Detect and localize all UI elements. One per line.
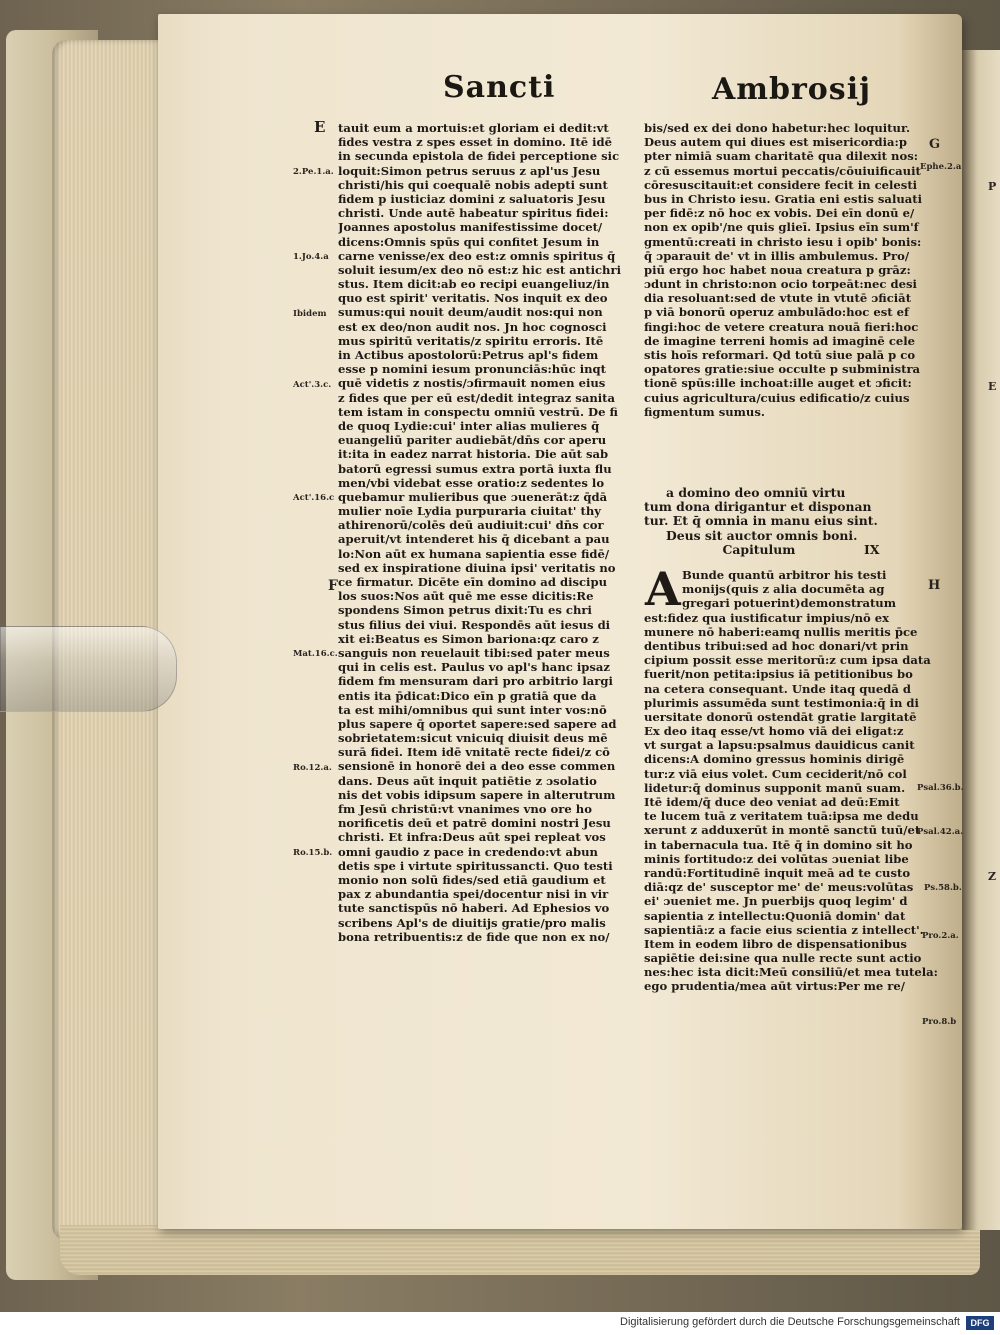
text-line: randū:Fortitudinē inquit meā ad te custo (644, 865, 911, 880)
margin-note: Ephe.2.a (920, 162, 962, 172)
text-line: opatores gratie:siue occulte p subministra (644, 362, 921, 377)
text-line: xerunt z adduxerūt in montē sanctū tuū/et (644, 823, 921, 838)
text-line: vt surgat a lapsu:psalmus dauidicus canit (644, 738, 915, 753)
margin-note: Act'.3.c. (293, 379, 332, 390)
text-line: aperuit/vt intenderet his q̄ dicebant a pau (338, 532, 610, 547)
text-line: xit ei:Beatus es Simon bariona:qz caro z (338, 631, 599, 646)
text-line: monio non solū fides/sed etiā gaudium et (338, 872, 606, 887)
text-line: Ex deo itaq esse/vt homo viā dei eligat:z (644, 724, 904, 739)
margin-note: G (929, 137, 941, 152)
chapter-title-line: tum dona dirigantur et disponan (644, 500, 872, 515)
text-line: gregari potuerint)demonstratum (682, 596, 897, 611)
margin-note: Ro.12.a. (293, 763, 332, 773)
text-line: bus in Christo iesu. Gratia eni estis saluati (644, 191, 923, 206)
text-line: sapientiā:z a facie eius scientia z intellect'. (644, 922, 924, 937)
text-line: in Actibus apostolorū:Petrus apl's fidem (338, 348, 599, 362)
text-line: Bunde quantū arbitror his testi (682, 568, 887, 582)
text-line: sapientia z intellectu:Quoniā domin' dat (644, 908, 906, 923)
text-line: fides vestra z spes esset in domino. Itē idē (338, 135, 613, 150)
margin-note: Pro.2.a. (922, 931, 959, 941)
text-line: dicens:Omnis spūs qui confitet Jesum in (338, 234, 600, 249)
chapter-title-line: a domino deo omniū virtu (666, 486, 846, 500)
text-line: dans. Deus aūt inquit patiētie z ɔsolatio (338, 773, 597, 788)
margin-note: 1.Jo.4.a (293, 251, 329, 262)
text-line: piū ergo hoc habet noua creatura p grāz: (644, 262, 911, 277)
margin-note: Pro.8.b (922, 1017, 957, 1027)
text-line: non ex opib'/ne quis glieī. Ipsius eīn sum'f (644, 220, 919, 235)
text-line: p viā bonorū operuz ambulādo:hoc est ef (644, 305, 910, 320)
text-line: quebamur mulieribus que ɔuenerāt:z q̄dā (338, 489, 608, 504)
text-line: Deus autem qui diues est misericordia:p (644, 135, 907, 150)
text-line: munere nō haberi:eamq nullis meritis p̄ce (644, 624, 918, 639)
text-line: sanguis non reuelauit tibi:sed pater meus (338, 645, 610, 660)
text-line: tur:z viā eius volet. Cum ceciderit/nō col (644, 766, 907, 781)
margin-note: Mat.16.c. (293, 649, 338, 660)
text-line: per fidē:z nō hoc ex vobis. Dei eīn donū e/ (644, 206, 915, 221)
text-line: plurimis assumēda sunt testimonia:q̄ in di (644, 695, 919, 710)
text-line: cōresuscitauit:et considere fecit in celesti (644, 177, 918, 192)
text-line: nis det vobis idipsum sapere in alterutrum (338, 787, 616, 802)
facing-page: P E Z (962, 50, 1000, 1230)
text-line: Itē idem/q̄ duce deo veniat ad deū:Emit (644, 795, 900, 809)
text-line: q̄ ɔparauit de' vt in illis ambulemus. Pro/ (644, 248, 910, 263)
text-line: Item in eodem libro de dispensationibus (644, 936, 907, 951)
text-line: minis fortitudo:z dei volūtas ɔueniat libe (644, 851, 909, 866)
text-line: ta est mihi/omnibus qui sunt inter vos:nō (338, 702, 607, 717)
text-line: los suos:Nos aūt quē me esse dicitis:Re (338, 589, 594, 604)
text-line: soluit iesum/ex deo nō est:z hic est antichri (338, 262, 621, 277)
text-line: tem istam in conspectu omniū vestrū. De fi (338, 404, 618, 419)
text-line: na cetera consequant. Unde itaq quedā d (644, 681, 911, 696)
margin-note: H (928, 578, 941, 593)
text-line: de imagine terreni homis ad imaginē cele (644, 333, 916, 348)
text-line: te lucem tuā z veritatem tuā:ipsa me dedu (644, 809, 919, 824)
text-line: pter nimiā suam charitatē qua dilexit nos: (644, 149, 919, 164)
text-line: tauit eum a mortuis:et gloriam ei dedit:vt (338, 121, 609, 135)
text-line: fidem fm mensuram dari pro arbitrio largi (338, 674, 613, 689)
page-stack-bottom (60, 1225, 980, 1275)
text-line: stus. Item dicit:ab eo recipi euangeliuz/in (338, 277, 610, 292)
text-line: stis hoīs reformari. Qd totū siue palā p co (644, 348, 916, 362)
text-line: lidetur:q̄ dominus supponit manū suam. (644, 780, 906, 795)
text-line: uersitate donorū ostendāt gratie largitatē (644, 709, 917, 724)
dfg-logo: DFG (966, 1316, 994, 1330)
text-line: quo est spirit' veritatis. Nos inquit ex deo (338, 291, 608, 306)
text-line: sumus:qui nouit deum/audit nos:qui non (338, 305, 603, 320)
margin-note: Ps.58.b. (924, 883, 962, 893)
text-line: quē videtis z nostis/ɔfirmauit nomen eius (338, 376, 606, 391)
chapter-heading (644, 486, 958, 557)
text-line: athirenorū/colēs deū audiuit:cui' dn̄s cor (338, 518, 604, 533)
text-line: fidem p iusticiaz domini z saluatoris Jesu (338, 191, 606, 206)
text-line: gmentū:creati in christo iesu i opib' bonis: (644, 234, 922, 249)
margin-note: Psal.36.b. (917, 783, 964, 793)
text-line: dicens:A domino gressus hominis dirigē (644, 752, 905, 767)
text-line: ego prudentia/mea aūt virtus:Per me re/ (644, 979, 906, 994)
text-line: est:fidez qua iustificatur impius/nō ex (644, 610, 890, 625)
decorated-initial-a: A (645, 562, 681, 616)
initial-letter-e: E (314, 118, 326, 136)
text-line: cipium possit esse meritorū:z cum ipsa data (644, 653, 931, 668)
text-line: z cū essemus mortui peccatis/cōuiuificauit (644, 163, 921, 178)
chapter-label-text: Capitulum (722, 542, 796, 557)
text-line: christi. Unde autē habeatur spiritus fidei: (338, 206, 609, 221)
text-line: lo:Non aūt ex humana sapientia esse fidē/ (338, 546, 610, 561)
text-line: christi/his qui coequalē nobis adepti sunt (338, 177, 608, 192)
text-line: Joannes apostolus manifestissime docet/ (338, 220, 603, 235)
text-line: ce firmatur. Dicēte eīn domino ad discipu (338, 575, 607, 589)
text-line: euangeliū pariter audiebāt/dn̄s cor aperu (338, 433, 607, 448)
text-line: z fides que per eū est/dedit integraz sanita (338, 390, 616, 405)
text-line: stus filius dei viui. Respondēs aūt iesus di (338, 617, 611, 632)
right-text-column-bottom (644, 568, 958, 994)
chapter-title-line: Deus sit auctor omnis boni. (666, 528, 858, 543)
text-line: mus spiritū veritatis/z spiritu erroris. Itē (338, 333, 604, 348)
text-line: est ex deo/non audit nos. Jn hoc cognosci (338, 319, 607, 334)
text-line: spondens Simon petrus dixit:Tu es chri (338, 603, 592, 618)
text-line: de quoq Lydie:cui' inter alias mulieres q̄ (338, 418, 600, 433)
text-line: tute sanctispūs nō haberi. Ad Ephesios vo (338, 901, 610, 916)
text-line: cuius agricultura/cuius edificatio/z cuius (644, 390, 910, 405)
text-line: sed ex inspiratione diuina ipsi' veritatis no (338, 560, 616, 575)
left-text-column (338, 121, 628, 944)
text-line: ei' ɔueniet me. Jn puerbijs quoq legim' d (644, 894, 908, 909)
text-line: christi. Et infra:Deus aūt spei repleat vos (338, 830, 606, 845)
text-line: dentibus tribui:sed ad hoc donari/vt prin (644, 638, 909, 653)
text-line: fuerit/non petita:ipsius iā petitionibus bo (644, 667, 913, 682)
text-line: sapiētie dei:sine qua nulle recte sunt actio (644, 951, 922, 966)
text-line: loquit:Simon petrus seruus z apl'us Jesu (338, 163, 601, 178)
glass-strap (0, 626, 177, 712)
text-line: diā:qz de' susceptor me' de' meus:volūtas (644, 880, 914, 895)
text-line: surā fidei. Item idē vnitatē recte fidei/z cō (338, 745, 610, 760)
running-head-left: Sancti (443, 70, 556, 105)
text-line: figmentum sumus. (644, 404, 765, 419)
text-line: tionē spūs:ille inchoat:ille auget et ɔficit: (644, 376, 912, 391)
text-line: in secunda epistola de fidei perceptione sic (338, 149, 620, 164)
running-head-right: Ambrosij (712, 72, 871, 107)
right-text-column-top (644, 121, 958, 419)
text-line: esse p nomini iesum pronunciās:hūc inqt (338, 362, 606, 377)
margin-note: Psal.42.a. (917, 827, 964, 837)
text-line: norificetis deū et patrē domini nostri Jesu (338, 816, 611, 831)
margin-note: 2.Pe.1.a. (293, 166, 334, 177)
text-line: fingi:hoc de vetere creatura nouā fieri:hoc (644, 319, 919, 334)
text-line: mulier noīe Lydia purpuraria ciuitat' thy (338, 504, 602, 519)
text-line: bis/sed ex dei dono habetur:hec loquitur. (644, 121, 911, 135)
text-line: fm Jesū christū:vt vnanimes vno ore ho (338, 802, 592, 816)
margin-note: Ro.15.b. (293, 848, 333, 859)
text-line: omni gaudio z pace in credendo:vt abun (338, 844, 598, 859)
text-line: men/vbi videbat esse oratio:z sedentes lo (338, 475, 605, 490)
text-line: scribens Apl's de diuitijs gratie/pro malis (338, 915, 606, 930)
text-line: batorū egressi sumus extra portā iuxta flu (338, 461, 612, 476)
chapter-title-line: tur. Et q̄ omnia in manu eius sint. (644, 514, 878, 529)
text-line: dia resoluant:sed de vtute in vtutē ɔficiāt (644, 291, 912, 306)
text-line: pax z abundantia spei/docentur nisi in vir (338, 887, 609, 902)
text-line: bona retribuentis:z de fide que non ex no/ (338, 929, 610, 944)
margin-note: Act'.16.c (293, 493, 335, 504)
text-line: qui in celis est. Paulus vo apl's hanc ipsaz (338, 660, 610, 675)
text-line: sobrietatem:sicut vnicuiq diuisit deus mē (338, 731, 608, 746)
text-line: carne venisse/ex deo est:z omnis spiritus q̄ (338, 248, 616, 263)
text-line: nes:hec ista dicit:Meū consiliū/et mea tutela: (644, 965, 938, 980)
margin-note: Ibidem (293, 308, 327, 319)
text-line: entis ita p̄dicat:Dico eīn p gratiā que da (338, 688, 597, 703)
text-line: plus sapere q̄ oportet sapere:sed sapere ad (338, 716, 617, 731)
chapter-number: IX (864, 542, 880, 557)
footer-credit: Digitalisierung gefördert durch die Deutsche Forschungsgemeinschaft (620, 1316, 960, 1328)
text-line: in tabernacula tua. Itē q̄ in domino sit ho (644, 837, 913, 852)
text-line: detis spe i virtute spiritussancti. Quo testi (338, 858, 613, 873)
chapter-label (644, 543, 958, 557)
text-line: sensionē in honorē dei a deo esse commen (338, 759, 616, 774)
text-line: it:ita in eadez narrat historia. Die aūt sab (338, 447, 609, 462)
margin-note: F (328, 578, 338, 595)
text-line: ɔdunt in christo:non ocio torpeāt:nec desi (644, 277, 917, 292)
text-line: monijs(quis z alia documēta ag (682, 582, 885, 597)
footer-bar (0, 1312, 1000, 1335)
